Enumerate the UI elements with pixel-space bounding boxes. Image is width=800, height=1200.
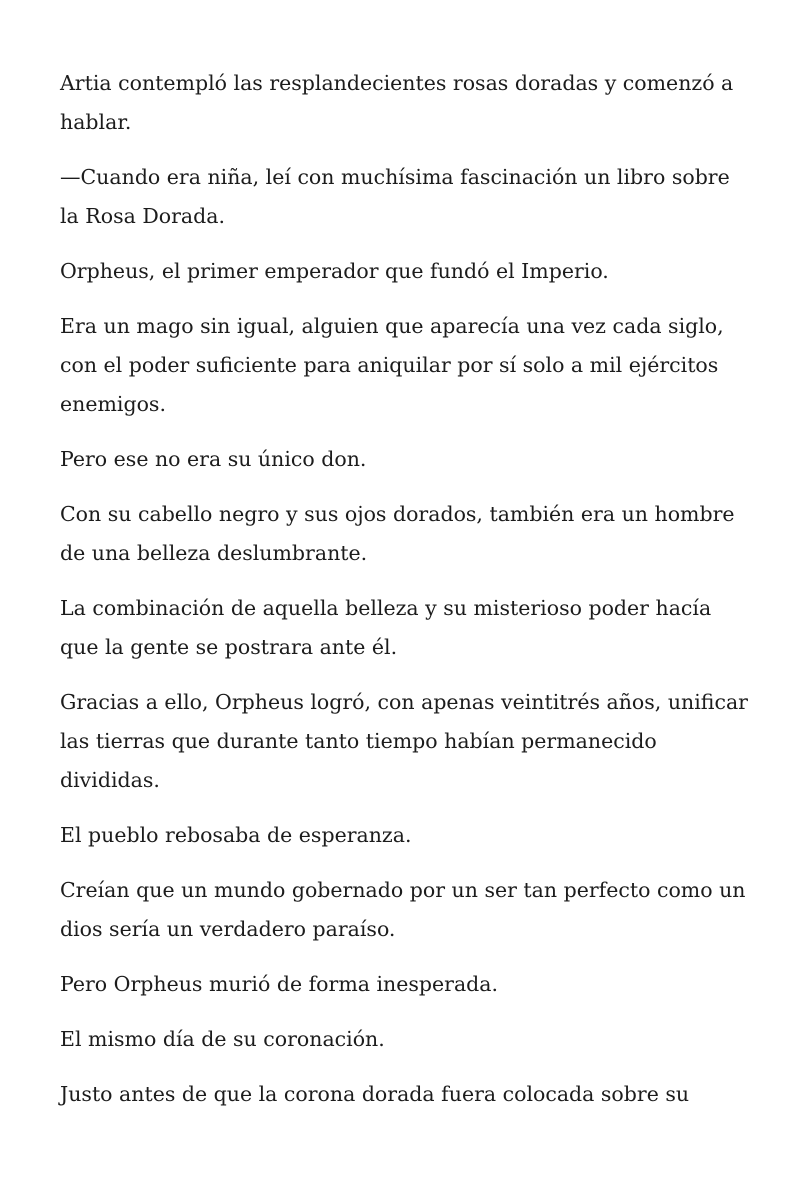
paragraph: Con su cabello negro y sus ojos dorados, también era un hombre de una belleza deslumbrante. xyxy=(60,502,735,565)
paragraph: Artia contempló las resplandecientes rosas doradas y comenzó a hablar. xyxy=(60,71,734,134)
paragraph: Era un mago sin igual, alguien que aparecía una vez cada siglo, con el poder suficiente para aniquilar por sí solo a mil ejércitos enemigos. xyxy=(60,314,724,416)
paragraph: Pero ese no era su único don. xyxy=(60,447,367,471)
paragraph: Pero Orpheus murió de forma inesperada. xyxy=(60,972,499,996)
paragraph: Orpheus, el primer emperador que fundó el Imperio. xyxy=(60,259,609,283)
paragraph: —Cuando era niña, leí con muchísima fascinación un libro sobre la Rosa Dorada. xyxy=(60,165,730,228)
paragraph: Gracias a ello, Orpheus logró, con apenas veintitrés años, unificar las tierras que durante tanto tiempo habían permanecido divididas. xyxy=(60,690,748,792)
paragraph: Justo antes de que la corona dorada fuera colocada sobre su xyxy=(60,1082,690,1106)
paragraph: El pueblo rebosaba de esperanza. xyxy=(60,823,412,847)
document-page xyxy=(60,64,750,1130)
paragraph: La combinación de aquella belleza y su misterioso poder hacía que la gente se postrara ante él. xyxy=(60,596,712,659)
paragraph: El mismo día de su coronación. xyxy=(60,1027,385,1051)
paragraph: Creían que un mundo gobernado por un ser tan perfecto como un dios sería un verdadero paraíso. xyxy=(60,878,746,941)
